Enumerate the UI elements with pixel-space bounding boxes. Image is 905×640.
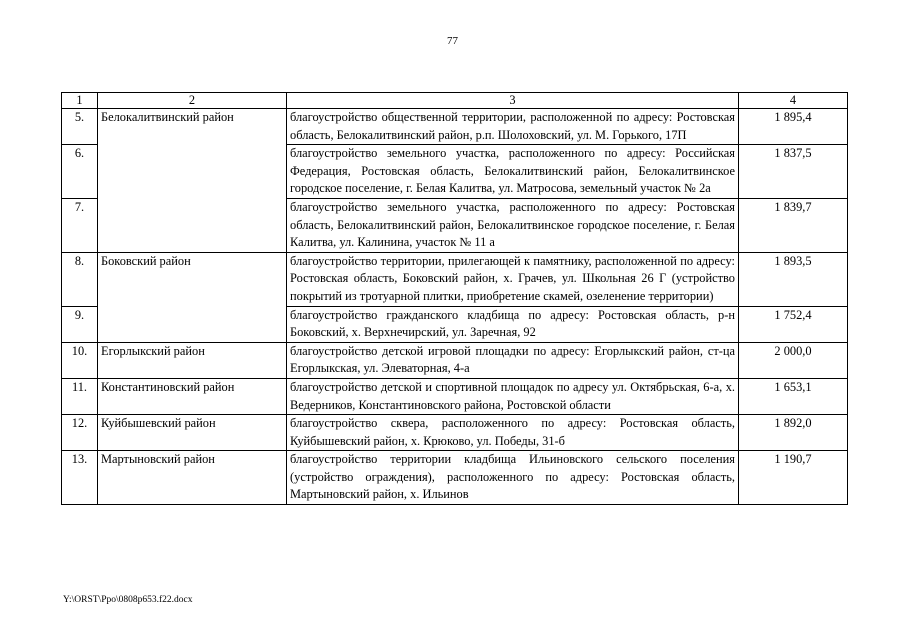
amount: 1 893,5 (739, 252, 848, 306)
row-number: 8. (62, 252, 98, 306)
district-name: Егорлыкский район (98, 342, 287, 378)
header-row (62, 93, 848, 109)
table-row (62, 252, 848, 306)
row-number: 6. (62, 145, 98, 199)
row-number: 11. (62, 378, 98, 414)
amount: 1 752,4 (739, 306, 848, 342)
table-row (62, 342, 848, 378)
row-number: 10. (62, 342, 98, 378)
work-description: благоустройство территории, прилегающей к памятнику, расположенной по адресу: Ростовская область, Боковский район, х. Грачев, ул. Школьная 26 Г (устройство покрытий из тротуарной плитки, приобретение скамей, озеленение территории) (287, 252, 739, 306)
row-number: 9. (62, 306, 98, 342)
district-name: Боковский район (98, 252, 287, 342)
row-number: 12. (62, 415, 98, 451)
amount: 1 839,7 (739, 198, 848, 252)
work-description: благоустройство детской игровой площадки по адресу: Егорлыкский район, ст-ца Егорлыкская, ул. Элеваторная, 4-а (287, 342, 739, 378)
footer-file-path: Y:\ORST\Ppo\0808p653.f22.docx (63, 595, 193, 605)
row-number: 7. (62, 198, 98, 252)
row-number: 13. (62, 451, 98, 505)
header-col-2: 2 (98, 93, 287, 109)
work-description: благоустройство детской и спортивной площадок по адресу ул. Октябрьская, 6-а, х. Ведерников, Константиновского района, Ростовской области (287, 378, 739, 414)
budget-table (61, 92, 848, 505)
table-row (62, 451, 848, 505)
work-description: благоустройство гражданского кладбища по адресу: Ростовская область, р-н Боковский, х. Верхнечирский, ул. Заречная, 92 (287, 306, 739, 342)
amount: 1 837,5 (739, 145, 848, 199)
work-description: благоустройство общественной территории, расположенной по адресу: Ростовская область, Белокалитвинский район, р.п. Шолоховский, ул. М. Горького, 17П (287, 109, 739, 145)
work-description: благоустройство сквера, расположенного по адресу: Ростовская область, Куйбышевский район, х. Крюково, ул. Победы, 31-б (287, 415, 739, 451)
district-name: Мартыновский район (98, 451, 287, 505)
amount: 1 892,0 (739, 415, 848, 451)
page-number: 77 (447, 35, 458, 47)
header-col-3: 3 (287, 93, 739, 109)
district-name: Белокалитвинский район (98, 109, 287, 253)
amount: 2 000,0 (739, 342, 848, 378)
amount: 1 190,7 (739, 451, 848, 505)
district-name: Константиновский район (98, 378, 287, 414)
table-row (62, 415, 848, 451)
table-row (62, 378, 848, 414)
district-name: Куйбышевский район (98, 415, 287, 451)
amount: 1 895,4 (739, 109, 848, 145)
amount: 1 653,1 (739, 378, 848, 414)
table-row (62, 109, 848, 145)
row-number: 5. (62, 109, 98, 145)
work-description: благоустройство земельного участка, расположенного по адресу: Российская Федерация, Ростовская область, Белокалитвинский район, Белокалитвинское городское поселение, г. Белая Калитва, ул. Матросова, земельный участок № 2а (287, 145, 739, 199)
header-col-1: 1 (62, 93, 98, 109)
work-description: благоустройство земельного участка, расположенного по адресу: Ростовская область, Белокалитвинский район, Белокалитвинское городское поселение, г. Белая Калитва, ул. Калинина, участок № 11 а (287, 198, 739, 252)
work-description: благоустройство территории кладбища Ильиновского сельского поселения (устройство ограждения), расположенного по адресу: Ростовская область, Мартыновский район, х. Ильинов (287, 451, 739, 505)
header-col-4: 4 (739, 93, 848, 109)
